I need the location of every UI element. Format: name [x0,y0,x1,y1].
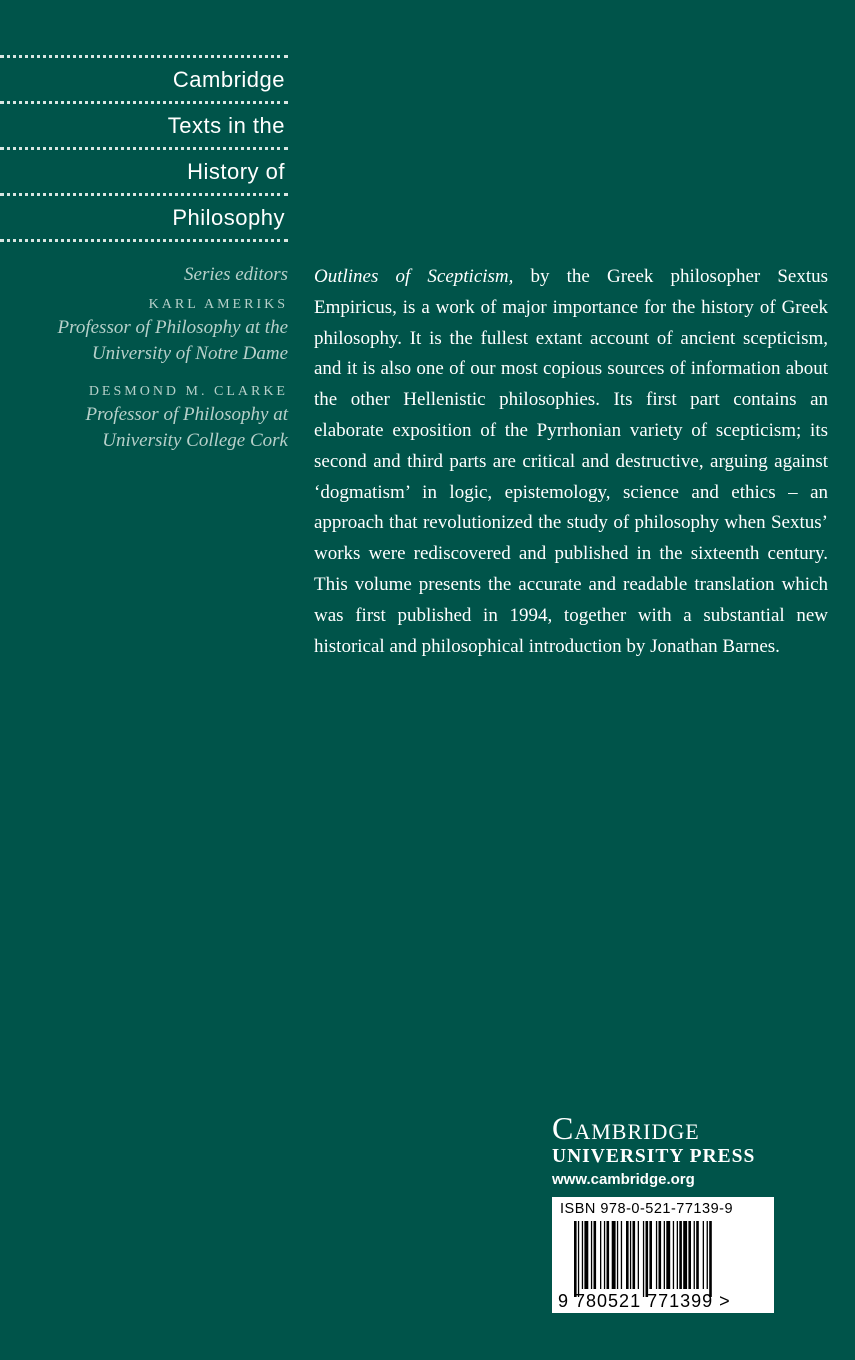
barcode-bar [604,1221,605,1289]
barcode-bar [666,1221,670,1289]
barcode-bar [607,1221,610,1289]
barcode-digits: 9 780521 771399 > [558,1291,731,1311]
barcode-bar [574,1221,577,1297]
barcode-bar [683,1221,687,1289]
barcode-bar [656,1221,657,1289]
series-title-line: Cambridge [172,67,285,92]
barcode-bar [591,1221,592,1289]
barcode-bar [638,1221,639,1289]
editor-role: University of Notre Dame [91,343,288,364]
barcode-bar [617,1221,618,1289]
series-title-line: History of [187,159,285,184]
barcode-bar [694,1221,695,1289]
series-editors [0,262,288,454]
barcode-bar [688,1221,691,1289]
dotted-rule [0,239,288,242]
barcode-bar [612,1221,616,1289]
barcode-bar [673,1221,674,1289]
barcode [552,1197,774,1313]
barcode-bar [664,1221,665,1289]
publisher-url: www.cambridge.org [552,1171,695,1188]
barcode-bar [600,1221,601,1289]
barcode-bar [582,1221,583,1289]
editor-name: KARL AMERIKS [148,297,288,312]
barcode-bar [659,1221,662,1289]
editor-role: Professor of Philosophy at the [57,317,288,338]
barcode-bar [630,1221,631,1289]
barcode-bar [709,1221,712,1297]
publisher-subname: UNIVERSITY PRESS [552,1146,756,1167]
barcode-bar [626,1221,629,1289]
barcode-bar [696,1221,699,1289]
book-title: Outlines of Scepticism, [314,266,514,287]
barcode-bar [584,1221,588,1289]
barcode-bar [578,1221,579,1297]
publisher-name: Cambridge [552,1110,700,1146]
isbn-label: ISBN 978-0-521-77139-9 [560,1201,734,1217]
editor-name: DESMOND M. CLARKE [88,384,288,399]
barcode-bar [707,1221,708,1289]
series-editors-label: Series editors [184,264,288,285]
book-description [314,262,828,662]
editor-role: University College Cork [102,430,288,451]
series-title-line: Philosophy [172,205,285,230]
barcode-bar [633,1221,636,1289]
publisher-logo [552,1110,774,1190]
barcode-bar [621,1221,622,1289]
barcode-bar [646,1221,649,1297]
description-text: by the Greek philosopher Sextus Empiricus, is a work of major importance for the history of Greek philosophy. It is the fullest extant account of ancient scepticism, and it is also one of our most copious sources of information about the other Hellenistic philosophies. Its first part contains an elaborate exposition of the Pyrrhonian variety of scepticism; its second and third parts are critical and destructive, arguing against ‘dogmatism’ in logic, epistemology, science and ethics – an approach that revolutionized the study of philosophy when Sextus’ works were rediscovered and published in the sixteenth century. This volume presents the accurate and readable translation which was first published in 1994, together with a substantial new historical and philosophical introduction by Jonathan Barnes. [314,266,828,657]
barcode-bar [703,1221,704,1289]
barcode-bar [679,1221,682,1289]
barcode-bar [643,1221,644,1297]
barcode-bar [649,1221,652,1289]
editor-role: Professor of Philosophy at [85,404,288,425]
series-title-line: Texts in the [167,113,285,138]
barcode-bar [594,1221,597,1289]
barcode-bar [677,1221,678,1289]
series-title-block [0,55,288,242]
